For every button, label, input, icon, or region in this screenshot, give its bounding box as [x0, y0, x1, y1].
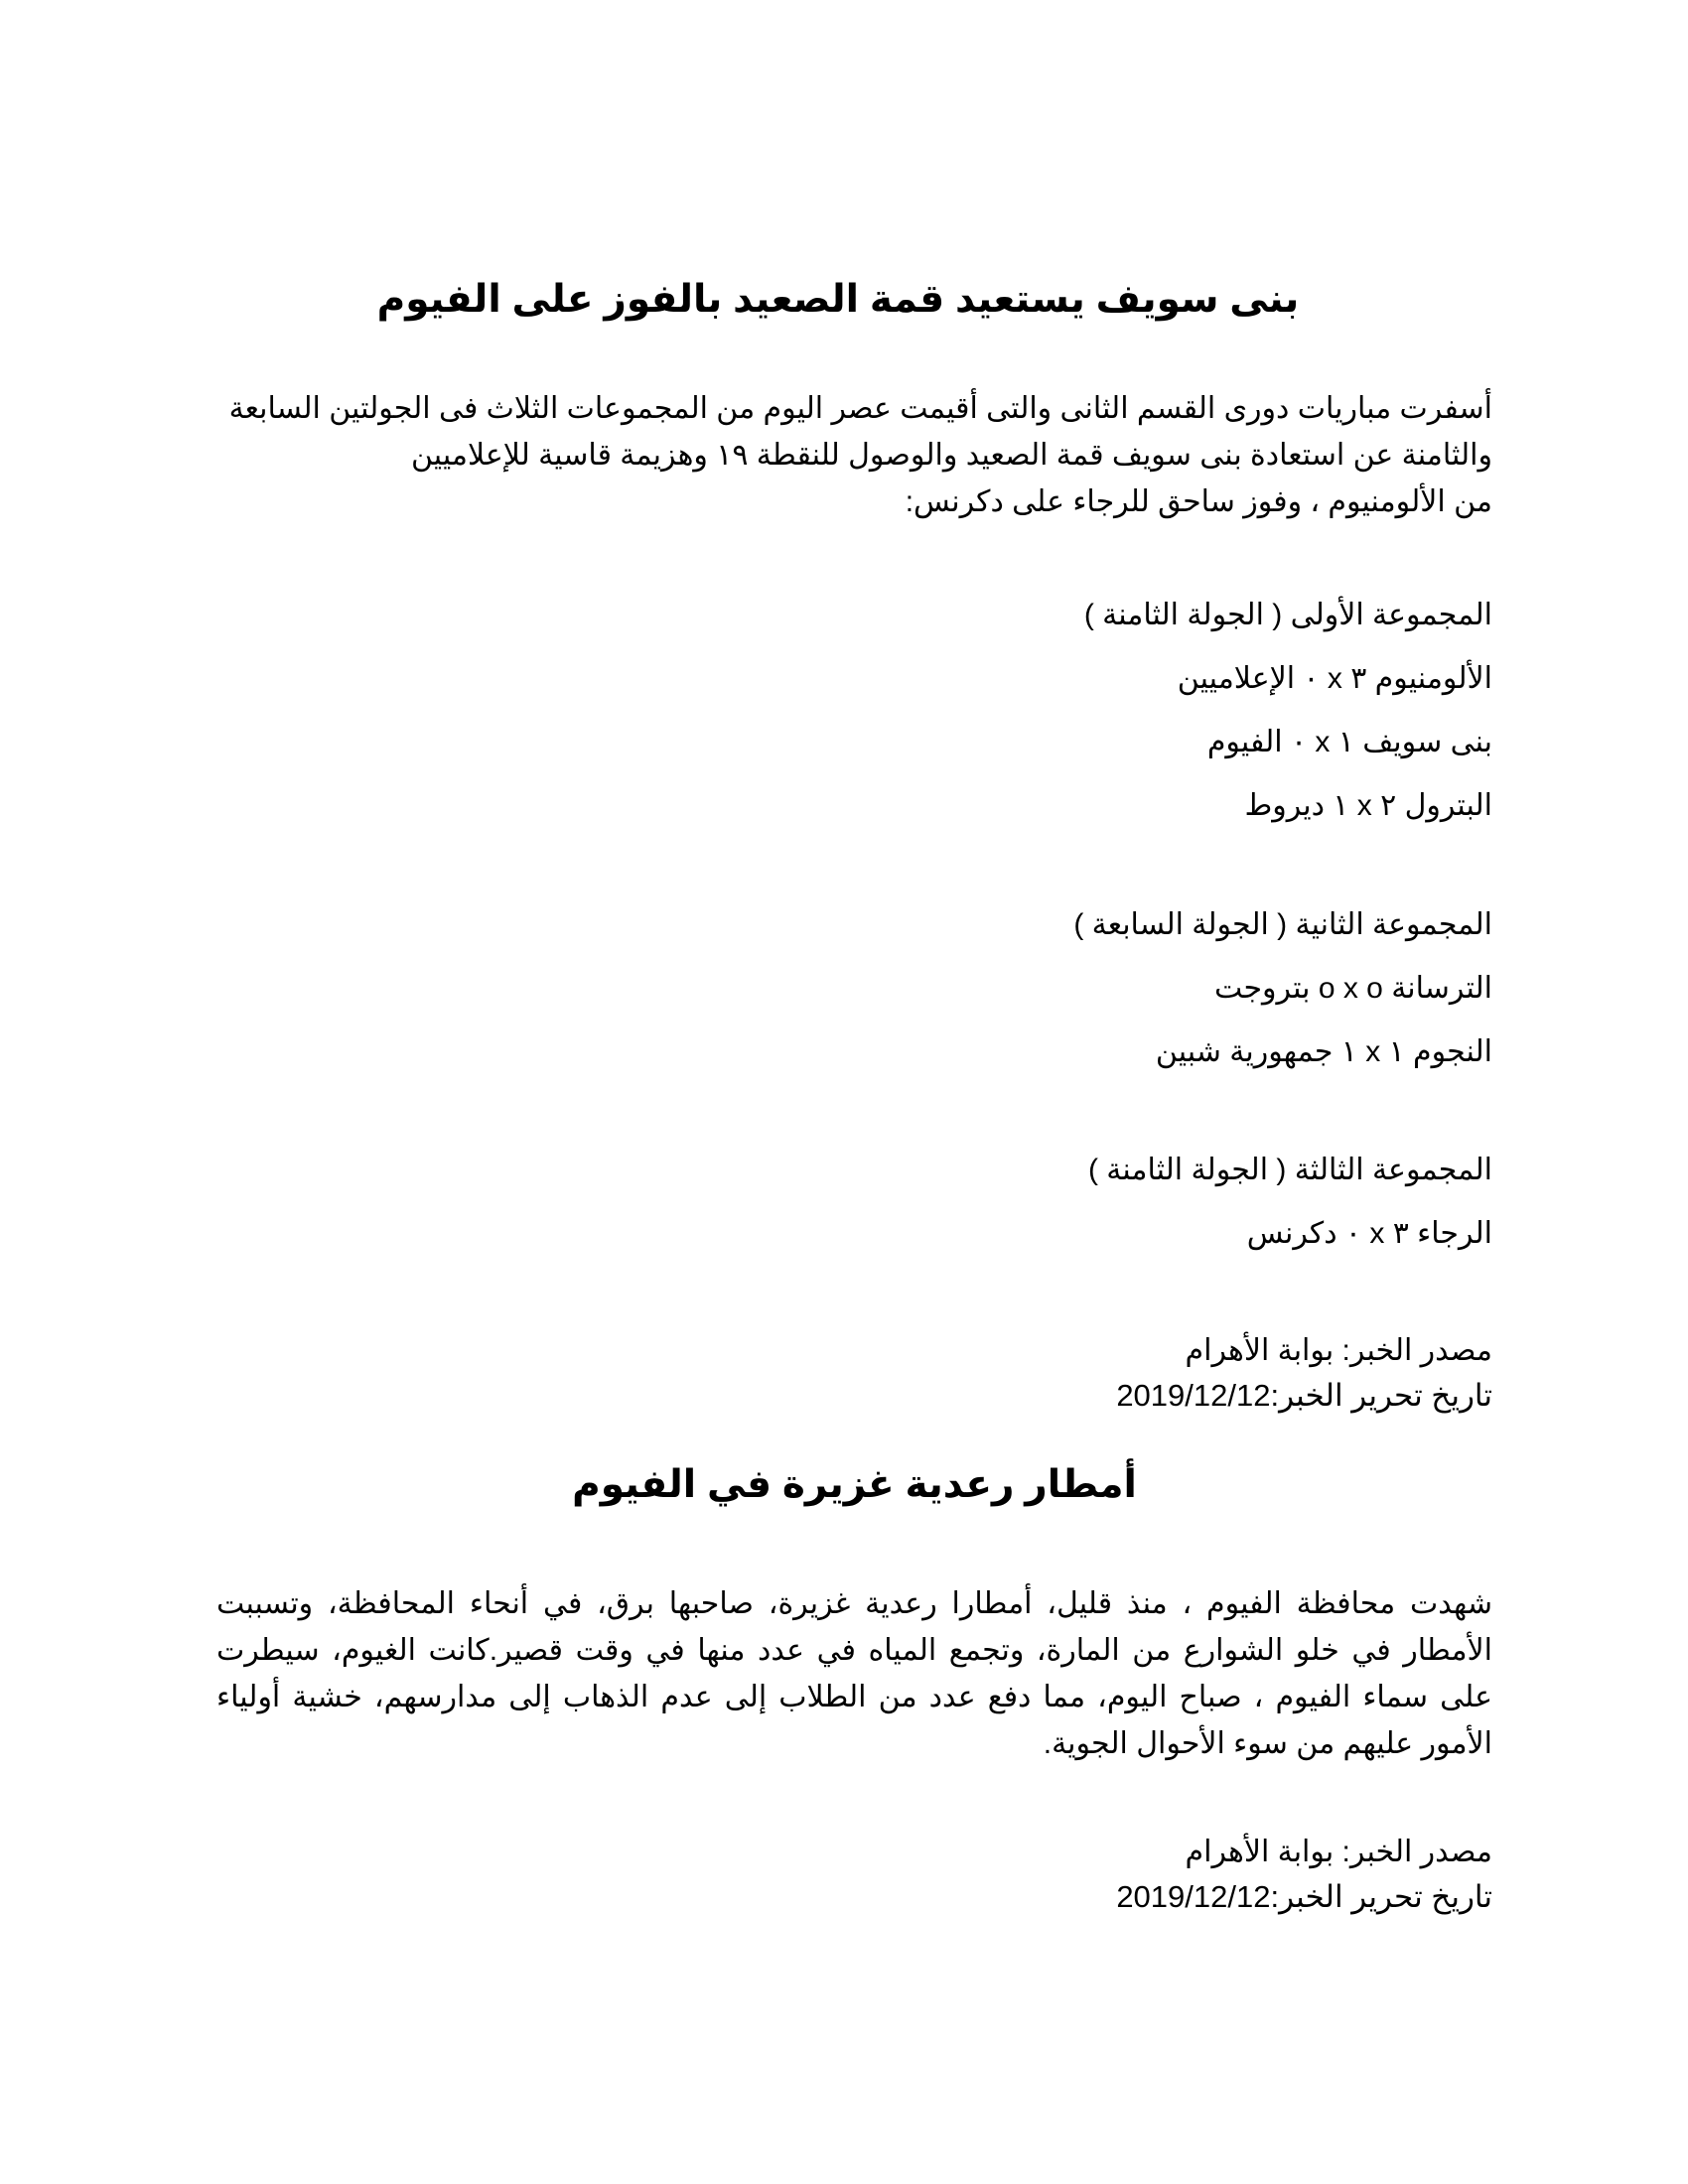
- edit-date-label: تاريخ تحرير الخبر:: [1270, 1879, 1492, 1914]
- article-2-body: [216, 1580, 1492, 1767]
- news-source: مصدر الخبر: بوابة الأهرام: [1185, 1334, 1492, 1367]
- group-heading: المجموعة الأولى ( الجولة الثامنة ): [1083, 599, 1492, 631]
- article-1-title: بنى سويف يستعيد قمة الصعيد بالفوز على الفيوم: [376, 278, 1300, 321]
- article-2-source: [216, 1830, 1492, 1919]
- group-3: [216, 1139, 1492, 1266]
- intro-line: والثامنة عن استعادة بنى سويف قمة الصعيد والوصول للنقطة ١٩ وهزيمة قاسية للإعلاميين: [410, 439, 1492, 472]
- article-1-intro: [216, 385, 1492, 525]
- body-line: على سماء الفيوم ، صباح اليوم، مما دفع عدد من الطلاب إلى عدم الذهاب إلى مدارسهم، خشية أولياء: [216, 1681, 1492, 1713]
- news-source: مصدر الخبر: بوابة الأهرام: [1185, 1836, 1492, 1868]
- body-line: الأمطار في خلو الشوارع من المارة، وتجمع المياه في عدد منها في وقت قصير.كانت الغيوم، سيطرت: [216, 1634, 1492, 1667]
- group-heading: المجموعة الثانية ( الجولة السابعة ): [1073, 908, 1492, 941]
- body-line: شهدت محافظة الفيوم ، منذ قليل، أمطارا رعدية غزيرة، صاحبها برق، في أنحاء المحافظة، وتسببت: [216, 1587, 1492, 1620]
- edit-date: [216, 1874, 1492, 1919]
- edit-date-value: 2019/12/12: [1116, 1879, 1271, 1914]
- group-2: [216, 893, 1492, 1084]
- edit-date-label: تاريخ تحرير الخبر:: [1270, 1378, 1492, 1413]
- match-result: النجوم ١ x ١ جمهورية شبين: [1155, 1035, 1492, 1068]
- match-result: الترسانة o x o بتروجت: [1214, 972, 1492, 1005]
- edit-date-value: 2019/12/12: [1116, 1378, 1271, 1413]
- edit-date: [216, 1373, 1492, 1418]
- intro-line: من الألومنيوم ، وفوز ساحق للرجاء على دكرنس:: [905, 485, 1492, 518]
- article-2-title: أمطار رعدية غزيرة في الفيوم: [572, 1463, 1137, 1506]
- body-line: الأمور عليهم من سوء الأحوال الجوية.: [1043, 1727, 1492, 1760]
- match-result: الألومنيوم ٣ x ٠ الإعلاميين: [1177, 662, 1492, 695]
- match-result: بنى سويف ١ x ٠ الفيوم: [1206, 726, 1492, 758]
- group-1: [216, 584, 1492, 838]
- match-result: الرجاء ٣ x ٠ دكرنس: [1246, 1217, 1492, 1250]
- match-result: البترول ٢ x ١ ديروط: [1244, 789, 1492, 822]
- article-1-source: [216, 1328, 1492, 1418]
- group-heading: المجموعة الثالثة ( الجولة الثامنة ): [1087, 1154, 1492, 1186]
- intro-line: أسفرت مباريات دورى القسم الثانى والتى أقيمت عصر اليوم من المجموعات الثلاث فى الجولتين السابعة: [228, 392, 1492, 425]
